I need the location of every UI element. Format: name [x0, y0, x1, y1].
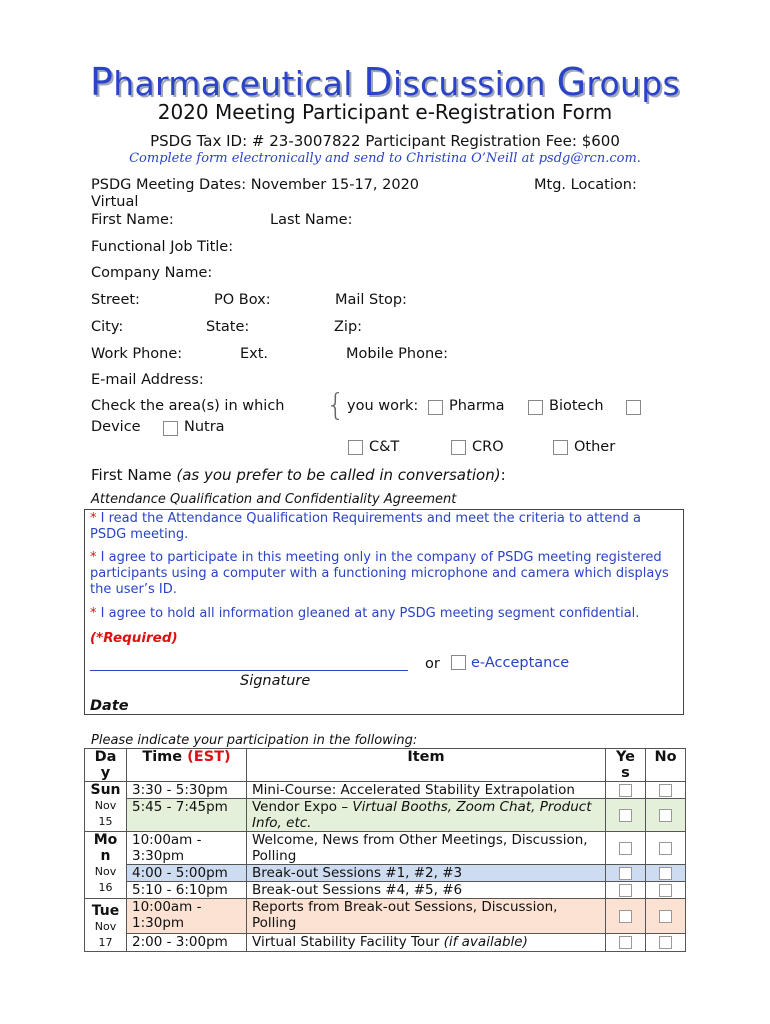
table-row [85, 882, 686, 899]
device-checkbox[interactable] [626, 400, 641, 415]
time-zone: (EST) [187, 749, 231, 765]
no-checkbox[interactable] [659, 910, 672, 923]
no-cell [646, 782, 686, 799]
time-cell: 2:00 - 3:00pm [127, 933, 247, 951]
last-name-label: Last Name: [270, 212, 353, 228]
preferred-name-text: First Name [91, 466, 172, 484]
day-date: 17 [98, 936, 113, 949]
ext-label: Ext. [240, 346, 269, 362]
table-row [85, 899, 686, 934]
schedule-table [84, 748, 686, 952]
yes-checkbox[interactable] [619, 842, 632, 855]
yes-checkbox[interactable] [619, 910, 632, 923]
no-checkbox[interactable] [659, 936, 672, 949]
yes-checkbox[interactable] [619, 784, 632, 797]
biotech-label: Biotech [549, 398, 604, 414]
job-title-label: Functional Job Title: [91, 239, 234, 255]
day-month: Nov [94, 865, 117, 878]
preferred-name-label [91, 466, 506, 484]
nutra-checkbox[interactable] [163, 421, 178, 436]
agreement-item-1 [90, 511, 680, 543]
agreement-text-1: I read the Attendance Qualification Requirements and meet the criteria to attend a PSDG meeting. [90, 511, 641, 542]
required-star: * [90, 606, 97, 621]
yes-cell [606, 799, 646, 832]
day-name: Sun [90, 782, 121, 798]
no-cell [646, 882, 686, 899]
pharma-label: Pharma [449, 398, 505, 414]
yes-checkbox[interactable] [619, 867, 632, 880]
e-acceptance-checkbox[interactable] [451, 655, 466, 670]
mtg-location-label: Mtg. Location: [534, 177, 637, 193]
table-row [85, 782, 686, 799]
title-part-2: iscussion [393, 64, 557, 103]
you-work-label: you work: [347, 398, 419, 414]
day-cell-sun [85, 782, 127, 832]
yes-cell [606, 899, 646, 934]
email-label: E-mail Address: [91, 372, 204, 388]
time-header [127, 749, 247, 782]
yes-cell [606, 832, 646, 865]
no-cell [646, 899, 686, 934]
yes-cell [606, 782, 646, 799]
yes-cell [606, 933, 646, 951]
item-cell: Break-out Sessions #1, #2, #3 [247, 865, 606, 882]
item-cell: Mini-Course: Accelerated Stability Extrapolation [247, 782, 606, 799]
time-header-text: Time [142, 749, 188, 765]
brace-icon: { [326, 388, 346, 423]
agreement-text-2: I agree to participate in this meeting only in the company of PSDG meeting registered participants using a computer with a functioning microphone and camera which displays the user’s ID. [90, 550, 669, 597]
day-name: Mo [93, 832, 118, 848]
day-name-cont: n [100, 848, 111, 864]
street-label: Street: [91, 292, 140, 308]
no-cell [646, 832, 686, 865]
tax-fee-line: PSDG Tax ID: # 23-3007822 Participant Registration Fee: $600 [150, 132, 620, 150]
time-cell: 10:00am - 3:30pm [127, 832, 247, 865]
required-note: (*Required) [90, 630, 178, 646]
ct-checkbox[interactable] [348, 440, 363, 455]
time-cell: 5:45 - 7:45pm [127, 799, 247, 832]
yes-cell [606, 865, 646, 882]
city-label: City: [91, 319, 124, 335]
no-cell [646, 865, 686, 882]
signature-label: Signature [240, 673, 311, 689]
item-cell: Reports from Break-out Sessions, Discussion, Polling [247, 899, 606, 934]
table-row [85, 832, 686, 865]
preferred-name-note: (as you prefer to be called in conversation) [176, 466, 501, 484]
area-prompt: Check the area(s) in which [91, 398, 285, 414]
other-label: Other [574, 439, 616, 455]
first-name-label: First Name: [91, 212, 174, 228]
zip-label: Zip: [334, 319, 363, 335]
day-month: Nov [94, 920, 117, 933]
submission-note: Complete form electronically and send to Christina O’Neill at psdg@rcn.com. [129, 151, 641, 166]
day-header-a: Da [94, 749, 117, 765]
page-title [0, 60, 770, 104]
state-label: State: [206, 319, 250, 335]
yes-cell [606, 882, 646, 899]
schedule-intro: Please indicate your participation in the following: [91, 733, 418, 748]
no-checkbox[interactable] [659, 809, 672, 822]
item-detail: (if available) [443, 933, 528, 950]
biotech-checkbox[interactable] [528, 400, 543, 415]
no-checkbox[interactable] [659, 884, 672, 897]
yes-header-a: Ye [615, 749, 635, 765]
date-label: Date [90, 698, 129, 714]
day-cell-mon [85, 832, 127, 899]
required-star: * [90, 511, 97, 526]
item-text: Vendor Expo – [252, 799, 353, 815]
no-checkbox[interactable] [659, 784, 672, 797]
mobile-phone-label: Mobile Phone: [346, 346, 448, 362]
time-cell: 4:00 - 5:00pm [127, 865, 247, 882]
day-month: Nov [94, 799, 117, 812]
work-phone-label: Work Phone: [91, 346, 183, 362]
item-cell [247, 799, 606, 832]
po-box-label: PO Box: [214, 292, 271, 308]
cro-checkbox[interactable] [451, 440, 466, 455]
title-cap-g: G [556, 60, 587, 104]
ct-label: C&T [369, 439, 400, 455]
item-cell: Welcome, News from Other Meetings, Discussion, Polling [247, 832, 606, 865]
virtual-value: Virtual [91, 194, 139, 210]
or-label: or [425, 656, 440, 672]
required-star: * [90, 550, 97, 565]
yes-checkbox[interactable] [619, 936, 632, 949]
table-header-row [85, 749, 686, 782]
time-cell: 5:10 - 6:10pm [127, 882, 247, 899]
yes-header [606, 749, 646, 782]
no-cell [646, 933, 686, 951]
item-cell: Break-out Sessions #4, #5, #6 [247, 882, 606, 899]
yes-header-b: s [621, 765, 630, 781]
other-checkbox[interactable] [553, 440, 568, 455]
agreement-box [84, 509, 684, 715]
cro-label: CRO [472, 439, 504, 455]
no-checkbox[interactable] [659, 867, 672, 880]
table-row [85, 865, 686, 882]
no-checkbox[interactable] [659, 842, 672, 855]
yes-checkbox[interactable] [619, 809, 632, 822]
table-row [85, 799, 686, 832]
day-date: 15 [98, 815, 113, 828]
day-header-b: y [100, 765, 111, 781]
item-header: Item [247, 749, 606, 782]
e-acceptance-label: e-Acceptance [471, 655, 570, 671]
mail-stop-label: Mail Stop: [335, 292, 407, 308]
device-label: Device [91, 419, 141, 435]
item-text: Virtual Stability Facility Tour [252, 933, 444, 950]
no-cell [646, 799, 686, 832]
yes-checkbox[interactable] [619, 884, 632, 897]
agreement-text-3: I agree to hold all information gleaned at any PSDG meeting segment confidential. [96, 606, 640, 621]
table-row [85, 933, 686, 951]
meeting-dates-label: PSDG Meeting Dates: November 15-17, 2020 [91, 177, 420, 193]
title-part-3: roups [586, 64, 680, 103]
title-part-1: harmaceutical [113, 64, 364, 103]
day-date: 16 [98, 881, 113, 894]
no-header: No [646, 749, 686, 782]
agreement-item-3 [90, 606, 680, 622]
time-cell: 10:00am - 1:30pm [127, 899, 247, 934]
item-cell [247, 933, 606, 951]
time-cell: 3:30 - 5:30pm [127, 782, 247, 799]
day-name: Tue [91, 903, 120, 919]
preferred-name-colon: : [500, 466, 506, 484]
item-detail: Virtual Booths, Zoom Chat, Product Info, etc. [252, 799, 592, 831]
nutra-label: Nutra [184, 419, 225, 435]
agreement-item-2 [90, 550, 680, 598]
title-cap-d: D [363, 60, 394, 104]
pharma-checkbox[interactable] [428, 400, 443, 415]
day-header [85, 749, 127, 782]
title-cap-p: P [90, 60, 114, 104]
signature-line[interactable] [90, 670, 408, 671]
agreement-heading: Attendance Qualification and Confidentiality Agreement [91, 492, 457, 507]
day-cell-tue [85, 899, 127, 952]
company-name-label: Company Name: [91, 265, 213, 281]
form-subtitle: 2020 Meeting Participant e-Registration Form [157, 100, 613, 124]
